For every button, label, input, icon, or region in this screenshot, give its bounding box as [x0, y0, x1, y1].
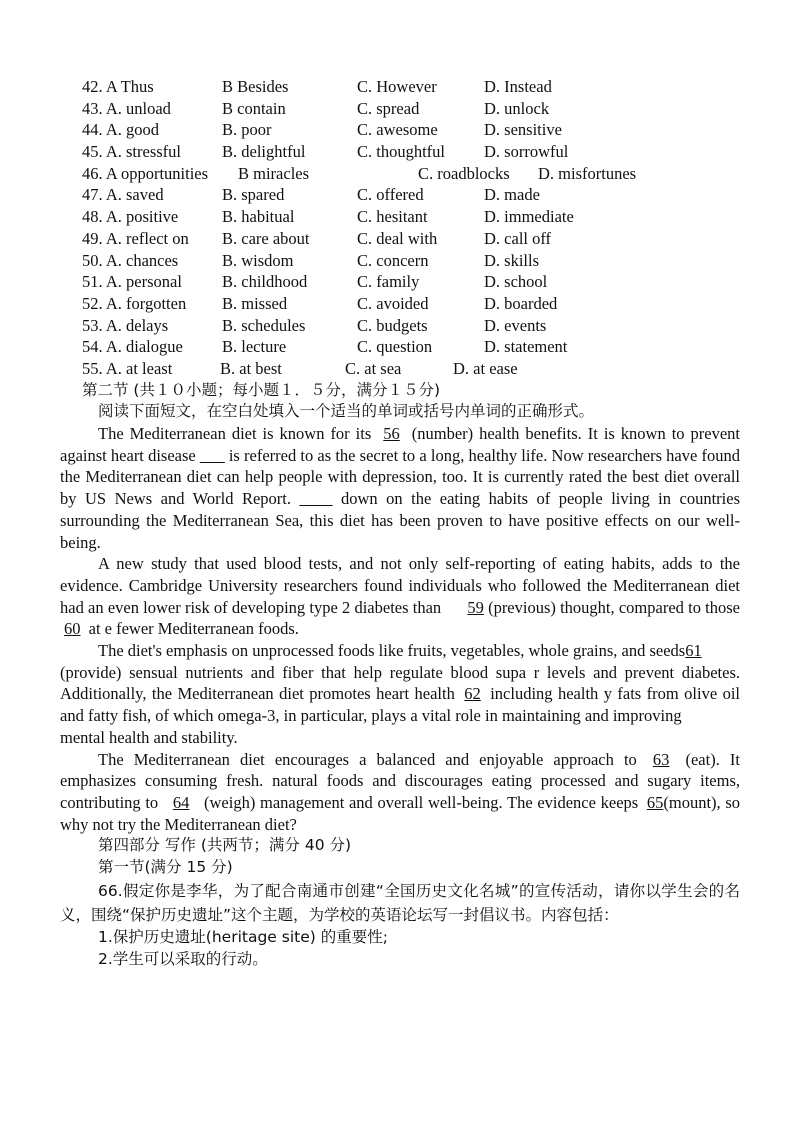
blank-56: 56 — [383, 424, 400, 444]
option-row-53: 53. A. delays B. schedules C. budgets D. events — [82, 315, 547, 335]
option-row-43: 43. A. unload B contain C. spread D. unlock — [82, 98, 550, 118]
blank-62: 62 — [464, 684, 481, 704]
part-4-heading: 第四部分 写作 (共两节；满分 40 分) — [98, 836, 352, 855]
blank-65: 65 — [646, 792, 664, 812]
option-row-52: 52. A. forgotten B. missed C. avoided D. boarded — [82, 293, 558, 313]
question-66: 66.假定你是李华，为了配合南通市创建“全国历史文化名城”的宣传活动，请你以学生会的名义，围绕“保护历史遗址”这个主题，为学校的英语论坛写一封倡议书。内容包括： — [60, 881, 740, 924]
requirement-2: 2.学生可以采取的行动。 — [98, 949, 268, 968]
option-row-44: 44. A. good B. poor C. awesome D. sensitive — [82, 120, 562, 140]
blank-63: 63 — [652, 749, 670, 769]
requirement-1: 1.保护历史遗址(heritage site) 的重要性; — [98, 927, 388, 946]
part-4-subheading: 第一节(满分 15 分) — [98, 858, 233, 877]
option-row-55: 55. A. at least B. at best C. at sea D. at ease — [82, 358, 518, 378]
blank-60: 60 — [64, 619, 81, 639]
blank-57: ___ — [199, 445, 225, 465]
option-row-46: 46. A opportunities B miracles C. roadblocks D. misfortunes — [82, 163, 637, 183]
blank-64: 64 — [172, 792, 190, 812]
option-row-49: 49. A. reflect on B. care about C. deal with D. call off — [82, 228, 552, 248]
option-row-47: 47. A. saved B. spared C. offered D. made — [82, 185, 540, 205]
blank-59: 59 — [467, 597, 484, 617]
option-row-45: 45. A. stressful B. delightful C. thoughtful D. sorrowful — [82, 142, 569, 162]
passage-paragraph-4: The Mediterranean diet encourages a balanced and enjoyable approach to 63 (eat). It emphasizes consuming fresh. natural foods and discourages eating processed and sugary items, contributing to 64 (weigh) management and overall well-being. The evidence keeps 65(mount), so why not try the Mediterranean diet? — [60, 749, 740, 834]
options-list — [60, 76, 740, 380]
option-row-51: 51. A. personal B. childhood C. family D. school — [82, 272, 548, 292]
section-2-heading: 第二节 (共１０小题；每小题１．５分，满分１５分) — [82, 380, 441, 399]
option-row-48: 48. A. positive B. habitual C. hesitant D. immediate — [82, 207, 574, 227]
passage-paragraph-1: The Mediterranean diet is known for its 56 (number) health benefits. It is known to prevent against heart disease ___ is referred to as the secret to a long, healthy life. Now researchers have found the Mediterranean diet can help people with depression, too. It is currently rated the best diet overall by US News and World Report. ____ down on the eating habits of people living in countries surrounding the Mediterranean Sea, this diet has been proven to have positive effects on our well-being. — [60, 424, 741, 552]
option-row-42: 42. A Thus B Besides C. However D. Instead — [82, 77, 552, 96]
option-row-54: 54. A. dialogue B. lecture C. question D. statement — [82, 337, 568, 357]
blank-58: ____ — [299, 489, 333, 509]
option-row-50: 50. A. chances B. wisdom C. concern D. skills — [82, 250, 540, 270]
blank-61: 61 — [685, 641, 702, 661]
document-page — [60, 76, 740, 970]
section-2-instruction: 阅读下面短文，在空白处填入一个适当的单词或括号内单词的正确形式。 — [98, 402, 595, 421]
passage-paragraph-3: The diet's emphasis on unprocessed foods like fruits, vegetables, whole grains, and seeds61 (provide) sensual nutrients and fiber that help regulate blood supa r levels and prevent diabetes. Additionally, the Mediterranean diet promotes heart health 62 including health y fats from olive oil and fatty fish, of which omega-3, in particular, plays a vital role in maintaining and improving mental health and stability. — [60, 641, 740, 747]
passage-paragraph-2: A new study that used blood tests, and not only self-reporting of eating habits, adds to the evidence. Cambridge University researchers found individuals who followed the Mediterranean diet had an even lower risk of developing type 2 diabetes than 59 (previous) thought, compared to those 60 at e fewer Mediterranean foods. — [60, 554, 740, 639]
